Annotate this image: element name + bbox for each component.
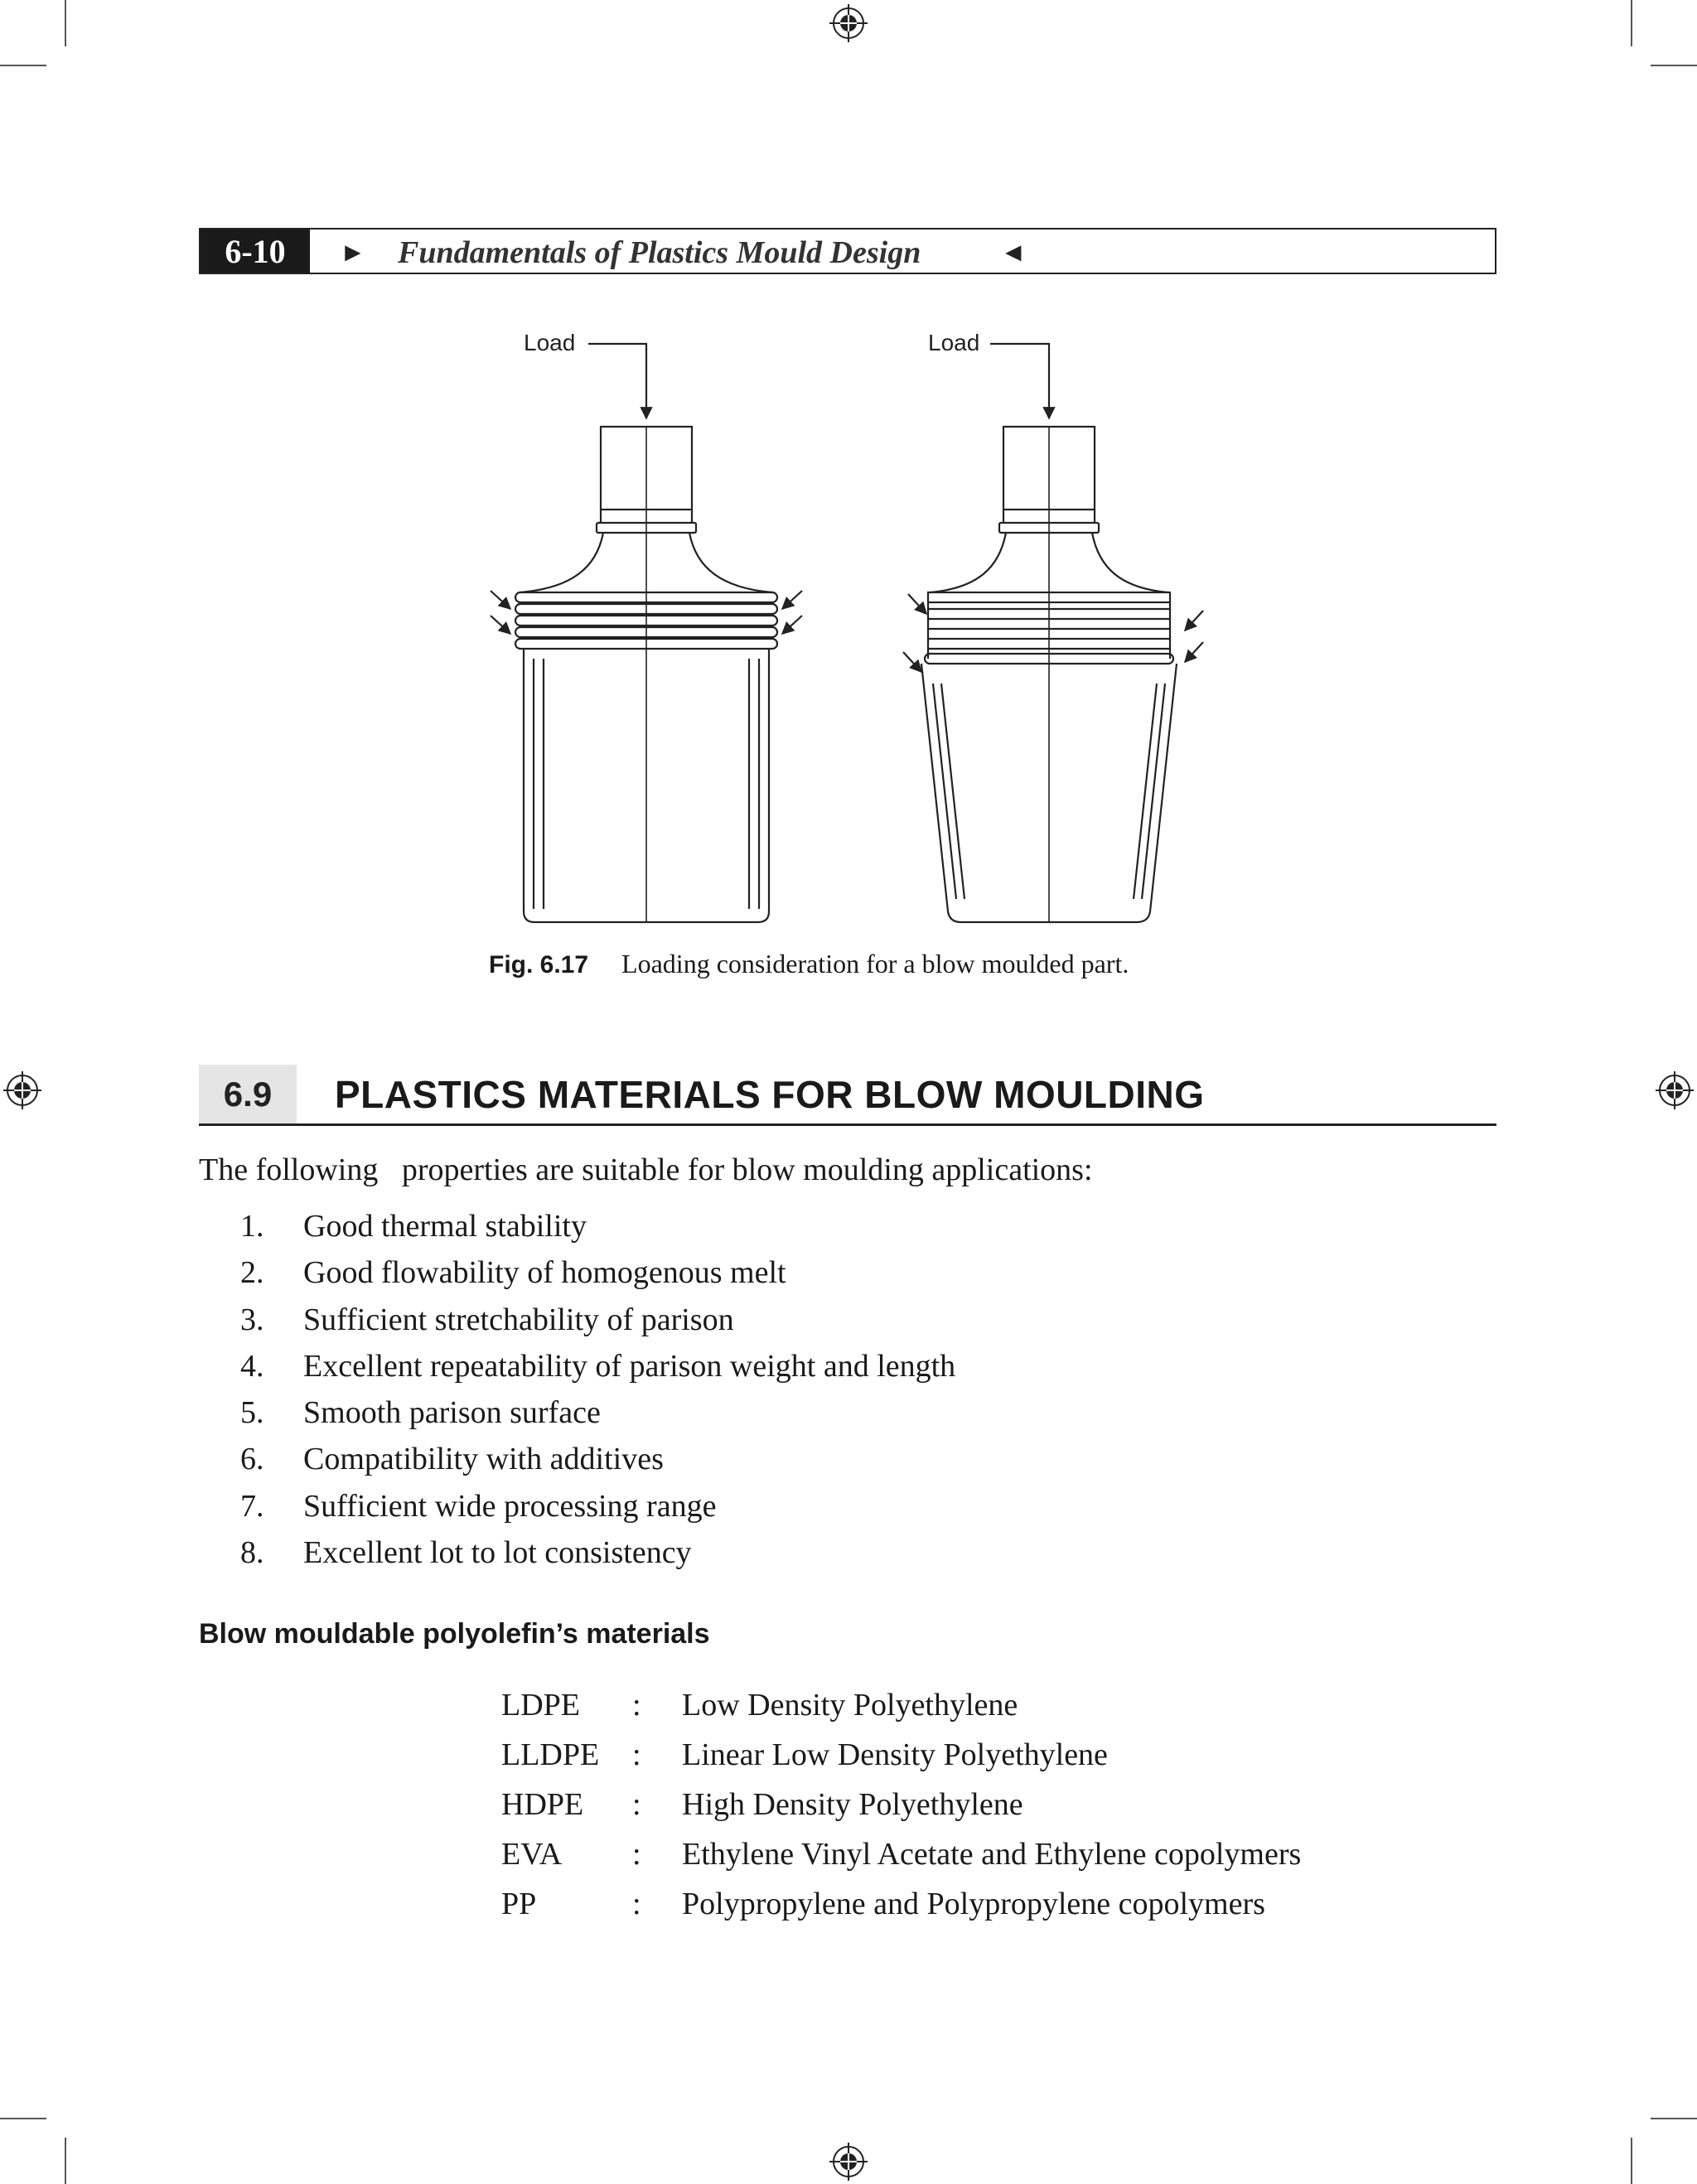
section-title: PLASTICS MATERIALS FOR BLOW MOULDING [335, 1073, 1205, 1116]
crop-mark [1651, 2118, 1697, 2119]
list-item [240, 1249, 955, 1296]
list-number: 6. [240, 1442, 264, 1477]
list-item [240, 1529, 955, 1576]
material-abbreviation: HDPE [501, 1787, 584, 1822]
material-separator: : [632, 1737, 641, 1772]
section-number: 6.9 [223, 1075, 273, 1114]
list-text: Excellent lot to lot consistency [303, 1535, 692, 1571]
list-text: Sufficient stretchability of parison [303, 1302, 734, 1337]
tapered-bottle-drawing [903, 344, 1203, 922]
section-rule [199, 1123, 1496, 1126]
list-item [240, 1389, 955, 1436]
properties-list [240, 1203, 955, 1576]
material-name: Low Density Polyethylene [682, 1688, 1018, 1723]
material-name: High Density Polyethylene [682, 1787, 1023, 1822]
material-separator: : [632, 1787, 641, 1822]
list-number: 4. [240, 1348, 264, 1384]
list-text: Excellent repeatability of parison weight and length [303, 1348, 956, 1384]
material-separator: : [632, 1837, 641, 1872]
material-name: Linear Low Density Polyethylene [682, 1737, 1108, 1772]
figure-caption-text: Loading consideration for a blow moulded part. [621, 949, 1129, 978]
list-number: 1. [240, 1209, 264, 1244]
book-title: Fundamentals of Plastics Mould Design [398, 235, 921, 270]
registration-mark-icon [1656, 1071, 1694, 1109]
crop-mark [1631, 0, 1632, 46]
list-item [240, 1343, 955, 1389]
list-number: 7. [240, 1488, 264, 1524]
page-number: 6-10 [201, 230, 310, 273]
running-header [199, 228, 1496, 274]
list-item [240, 1436, 955, 1482]
crop-mark [65, 2138, 66, 2184]
arrow-right-icon: ► [340, 237, 366, 267]
list-number: 5. [240, 1395, 264, 1431]
figure-caption [489, 949, 1129, 979]
crop-mark [0, 2118, 46, 2119]
crop-mark [1631, 2138, 1632, 2184]
list-item [240, 1483, 955, 1529]
materials-heading: Blow mouldable polyolefin’s materials [199, 1618, 710, 1650]
bottle-loading-figure [472, 319, 1218, 932]
list-item [240, 1203, 955, 1249]
material-abbreviation: PP [501, 1887, 537, 1921]
straight-bottle-drawing [491, 344, 802, 922]
load-label: Load [928, 330, 980, 355]
material-name: Ethylene Vinyl Acetate and Ethylene copolymers [682, 1837, 1302, 1872]
material-separator: : [632, 1887, 641, 1921]
intro-paragraph: The following properties are suitable for blow moulding applications: [199, 1152, 1093, 1187]
list-item [240, 1297, 955, 1343]
material-abbreviation: LDPE [501, 1688, 580, 1723]
list-text: Compatibility with additives [303, 1442, 664, 1477]
list-number: 3. [240, 1302, 264, 1337]
figure-number: Fig. 6.17 [489, 951, 589, 978]
list-text: Good thermal stability [303, 1209, 587, 1244]
crop-mark [1651, 65, 1697, 66]
material-abbreviation: LLDPE [501, 1737, 600, 1772]
registration-mark-icon [3, 1071, 41, 1109]
arrow-left-icon: ◄ [1000, 237, 1027, 267]
list-text: Smooth parison surface [303, 1395, 601, 1431]
list-number: 8. [240, 1535, 264, 1571]
material-abbreviation: EVA [501, 1837, 563, 1872]
load-label: Load [524, 330, 576, 355]
material-name: Polypropylene and Polypropylene copolymers [682, 1887, 1265, 1921]
list-number: 2. [240, 1255, 264, 1291]
list-text: Sufficient wide processing range [303, 1488, 717, 1524]
material-separator: : [632, 1688, 641, 1723]
registration-mark-icon [829, 2143, 868, 2181]
registration-mark-icon [829, 4, 868, 42]
crop-mark [0, 65, 46, 66]
crop-mark [65, 0, 66, 46]
list-text: Good flowability of homogenous melt [303, 1255, 786, 1291]
